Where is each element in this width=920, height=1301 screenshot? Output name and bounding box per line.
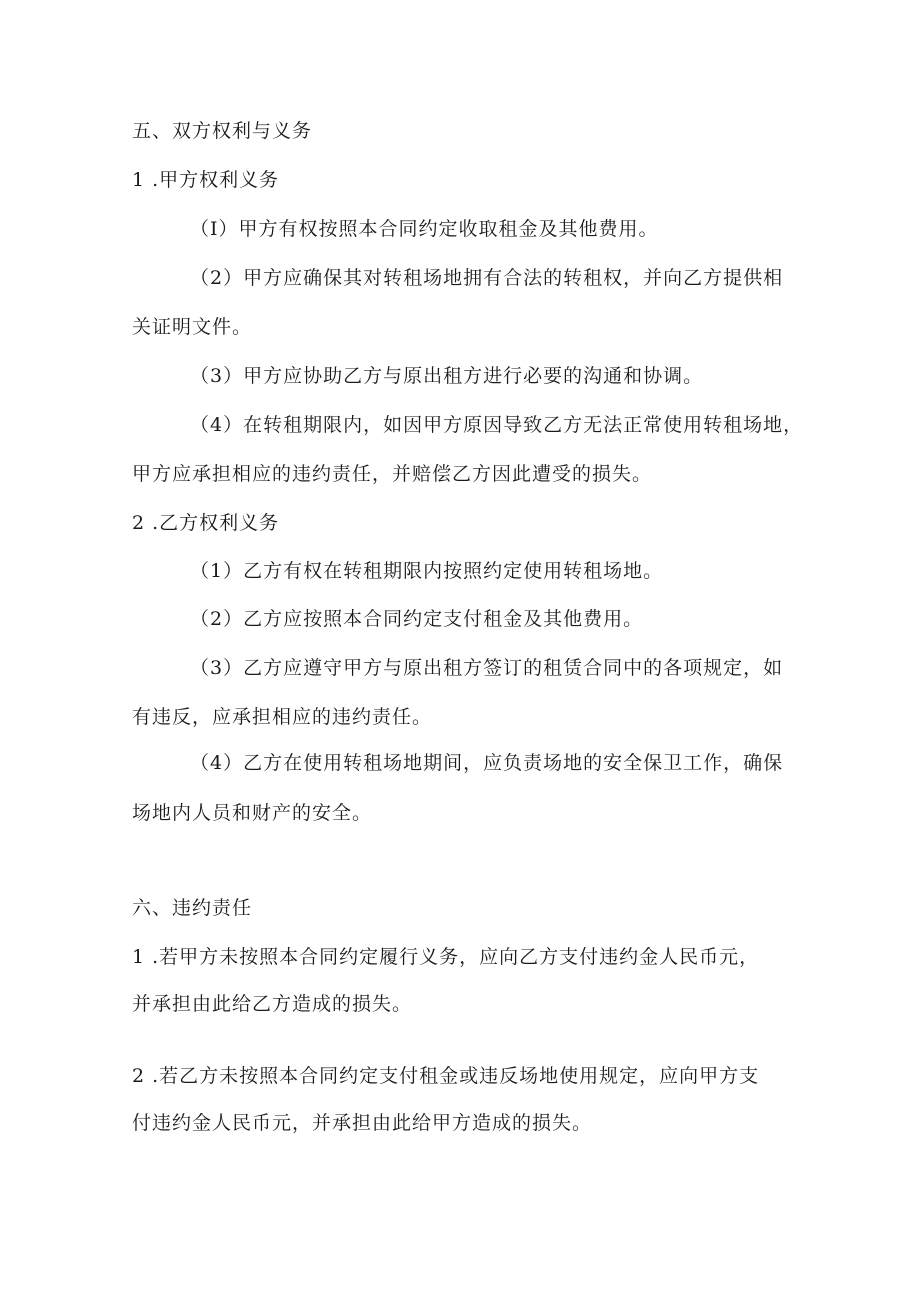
party-b-item-3-line-2: 有违反，应承担相应的违约责任。	[132, 706, 433, 728]
subsection-title-party-b: 2 .乙方权利义务	[132, 512, 280, 534]
liability-clause-1-line-1: 1 .若甲方未按照本合同约定履行义务，应向乙方支付违约金人民币元，	[132, 946, 760, 968]
liability-clause-2-line-1: 2 .若乙方未按照本合同约定支付租金或违反场地使用规定，应向甲方支	[132, 1065, 760, 1087]
section-heading-rights: 五、双方权利与义务	[132, 120, 313, 142]
party-a-item-2-line-1: （2）甲方应确保其对转租场地拥有合法的转租权，并向乙方提供相	[190, 267, 784, 289]
party-b-item-2: （2）乙方应按照本合同约定支付租金及其他费用。	[190, 608, 644, 630]
party-b-item-1: （1）乙方有权在转租期限内按照约定使用转租场地。	[190, 560, 664, 582]
party-b-item-4-line-2: 场地内人员和财产的安全。	[132, 802, 373, 824]
party-a-item-3: （3）甲方应协助乙方与原出租方进行必要的沟通和协调。	[190, 365, 704, 387]
subsection-title-party-a: 1 .甲方权利义务	[132, 169, 280, 191]
party-a-item-1: （I）甲方有权按照本合同约定收取租金及其他费用。	[190, 218, 659, 240]
party-b-item-3-line-1: （3）乙方应遵守甲方与原出租方签订的租赁合同中的各项规定，如	[190, 657, 784, 679]
party-a-item-4-line-2: 甲方应承担相应的违约责任，并赔偿乙方因此遭受的损失。	[132, 463, 653, 485]
party-a-item-4-line-1: （4）在转租期限内，如因甲方原因导致乙方无法正常使用转租场地，	[190, 414, 804, 436]
party-b-item-4-line-1: （4）乙方在使用转租场地期间，应负责场地的安全保卫工作，确保	[190, 752, 784, 774]
party-a-item-2-line-2: 关证明文件。	[132, 316, 253, 338]
liability-clause-2-line-2: 付违约金人民币元，并承担由此给甲方造成的损失。	[132, 1112, 593, 1134]
liability-clause-1-line-2: 并承担由此给乙方造成的损失。	[132, 993, 413, 1015]
section-heading-liability: 六、违约责任	[132, 897, 253, 919]
